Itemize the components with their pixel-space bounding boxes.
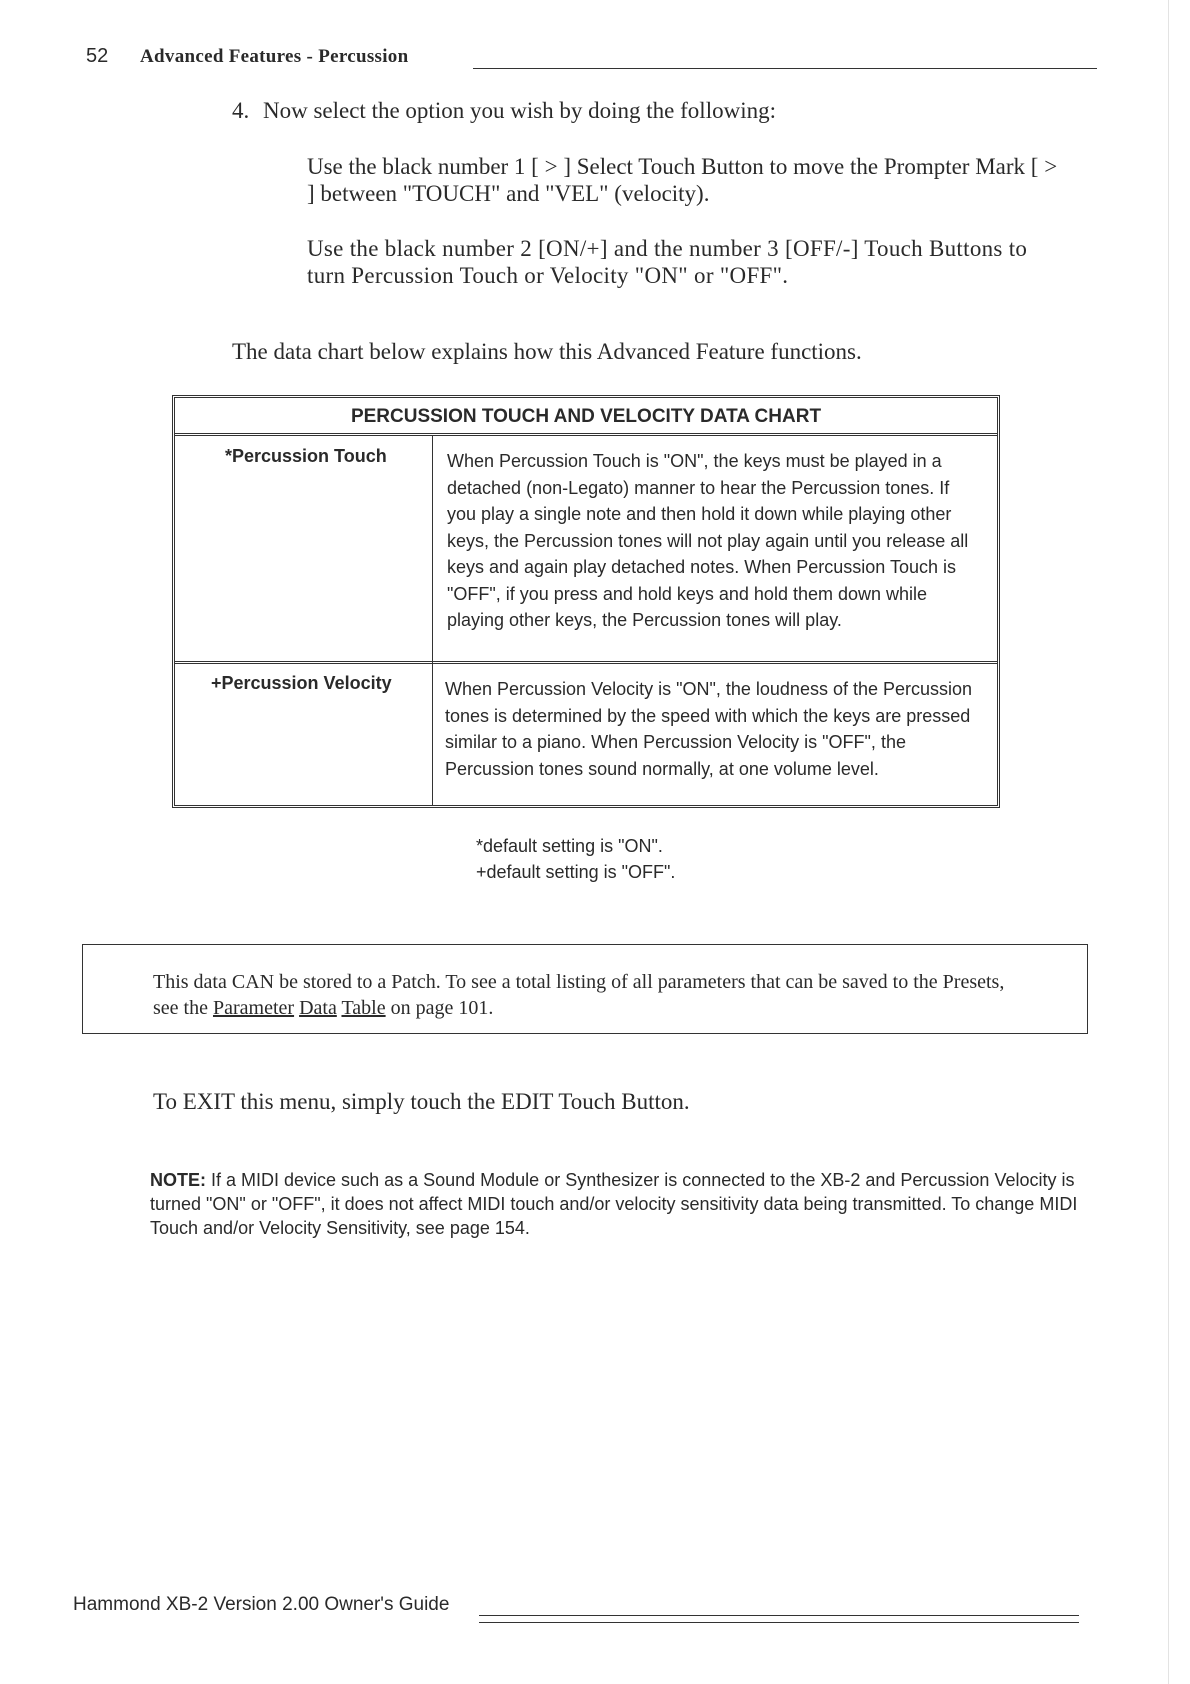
storage-note-box	[82, 944, 1088, 1034]
column-divider	[432, 436, 433, 805]
footer-guide-title: Hammond XB-2 Version 2.00 Owner's Guide	[73, 1594, 450, 1615]
step-number: 4.	[232, 98, 250, 123]
storage-note-text	[153, 969, 1033, 1021]
table-link-word[interactable]: Table	[341, 997, 386, 1019]
parameter-link-word[interactable]: Parameter	[212, 997, 295, 1019]
footer-rule	[479, 1615, 1079, 1616]
page-edge-line	[1168, 0, 1169, 1684]
storage-note-text-before: This data CAN be stored to a Patch. To see a total listing of all parameters that can be saved to the Presets, see the	[153, 971, 1005, 1019]
data-chart-table	[172, 395, 1000, 808]
footnote-default-on: *default setting is "ON".	[476, 836, 663, 856]
data-chart-title: PERCUSSION TOUCH AND VELOCITY DATA CHART	[175, 398, 997, 436]
midi-note	[150, 1168, 1100, 1240]
data-link-word[interactable]: Data	[299, 997, 337, 1019]
row-label-percussion-velocity: +Percussion Velocity	[211, 673, 392, 693]
step-item	[232, 98, 776, 124]
note-text: If a MIDI device such as a Sound Module or Synthesizer is connected to the XB-2 and Percussion Velocity is turned "ON" or "OFF", it does not affect MIDI touch and/or velocity sensitivity data being transmitted. To change MIDI Touch and/or Velocity Sensitivity, see page 154.	[150, 1170, 1078, 1238]
storage-note-text-after: on page 101.	[385, 997, 494, 1019]
note-label: NOTE:	[150, 1170, 206, 1190]
row-label-percussion-touch: *Percussion Touch	[225, 446, 387, 466]
footnote-default-off: +default setting is "OFF".	[476, 862, 676, 882]
instruction-paragraph: Use the black number 1 [ > ] Select Touch Button to move the Prompter Mark [ > ] between "TOUCH" and "VEL" (velocity).	[307, 154, 1058, 206]
footer-rule	[479, 1622, 1079, 1623]
step-text: Now select the option you wish by doing the following:	[263, 98, 776, 123]
running-header-title: Advanced Features - Percussion	[140, 46, 409, 67]
page-number: 52	[86, 45, 109, 67]
row-description-percussion-touch: When Percussion Touch is "ON", the keys must be played in a detached (non-Legato) manner to hear the Percussion tones. If you play a single note and then hold it down while playing other keys, the Percussion tones will not play again until you release all keys and again play detached notes. When Percussion Touch is "OFF", if you press and hold keys and hold them down while playing other keys, the Percussion tones will play.	[447, 451, 969, 630]
instruction-paragraph: Use the black number 2 [ON/+] and the number 3 [OFF/-] Touch Buttons to turn Percussion Touch or Velocity "ON" or "OFF".	[307, 236, 1028, 288]
row-divider	[175, 661, 997, 664]
header-rule	[473, 68, 1097, 69]
chart-intro-text: The data chart below explains how this Advanced Feature functions.	[232, 339, 862, 364]
exit-instruction: To EXIT this menu, simply touch the EDIT Touch Button.	[153, 1089, 690, 1114]
row-description-percussion-velocity: When Percussion Velocity is "ON", the loudness of the Percussion tones is determined by the speed with which the keys are pressed similar to a piano. When Percussion Velocity is "OFF", the Percussion tones sound normally, at one volume level.	[445, 679, 973, 779]
